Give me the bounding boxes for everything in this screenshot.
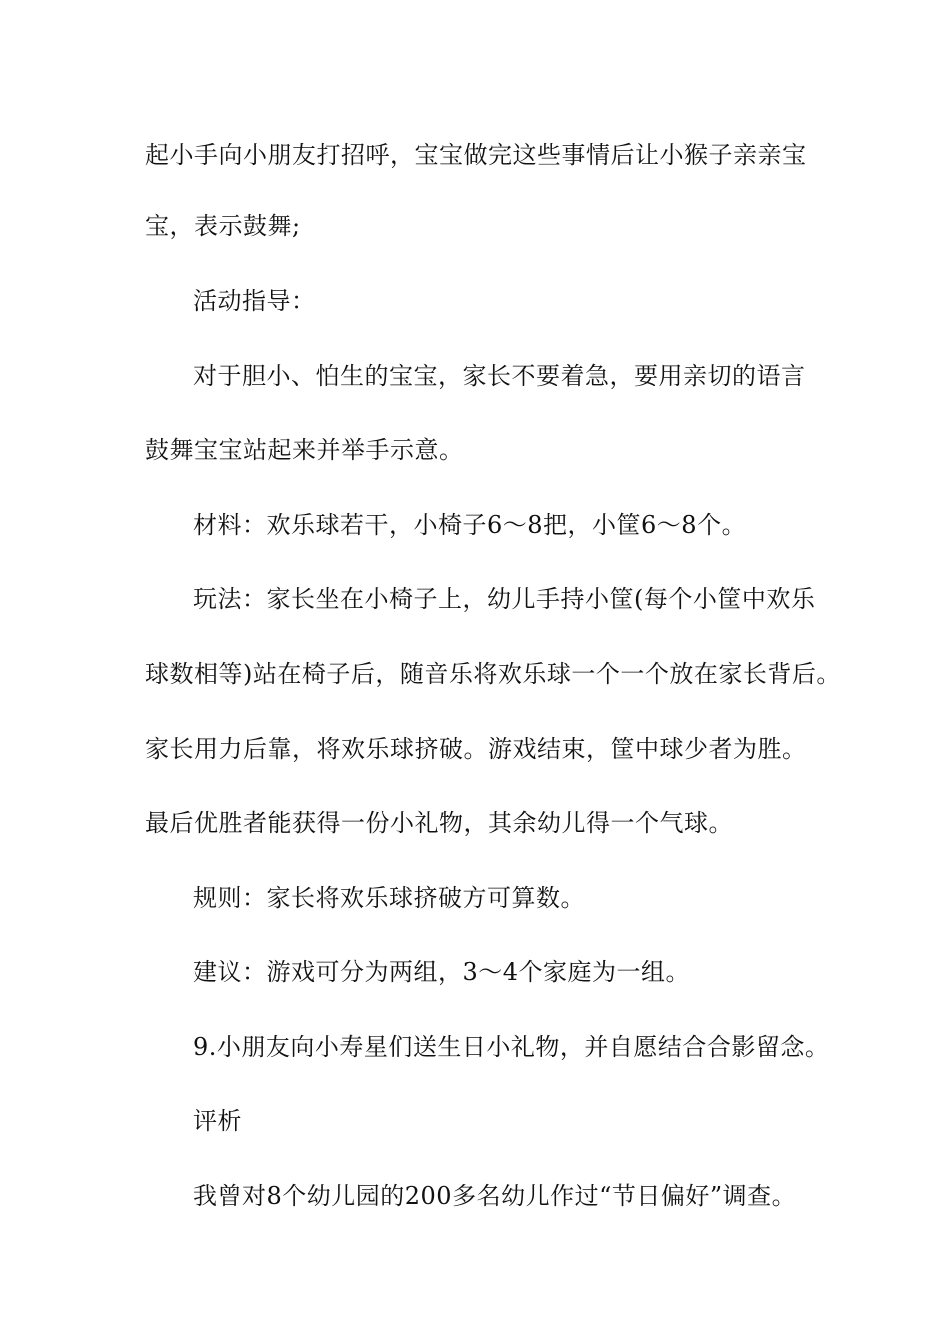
text-line-8: 球数相等)站在椅子后，随音乐将欢乐球一个一个放在家长背后。 xyxy=(145,660,841,688)
text-line-9: 家长用力后靠，将欢乐球挤破。游戏结束，筐中球少者为胜。 xyxy=(145,735,807,763)
text-line-1: 起小手向小朋友打招呼，宝宝做完这些事情后让小猴子亲亲宝 xyxy=(145,141,807,169)
text-line-rules: 规则：家长将欢乐球挤破方可算数。 xyxy=(193,884,585,912)
text-line-10: 最后优胜者能获得一份小礼物，其余幼儿得一个气球。 xyxy=(145,809,733,837)
text-line-4: 对于胆小、怕生的宝宝，家长不要着急，要用亲切的语言 xyxy=(193,362,806,390)
text-line-suggestion: 建议：游戏可分为两组，3～4个家庭为一组。 xyxy=(193,958,691,986)
text-line-5: 鼓舞宝宝站起来并举手示意。 xyxy=(145,436,464,464)
text-line-gameplay: 玩法：家长坐在小椅子上，幼儿手持小筐(每个小筐中欢乐 xyxy=(193,585,816,613)
text-line-2: 宝，表示鼓舞; xyxy=(145,212,301,240)
text-line-materials: 材料：欢乐球若干，小椅子6～8把，小筐6～8个。 xyxy=(193,511,747,539)
text-line-survey: 我曾对8个幼儿园的200多名幼儿作过“节日偏好”调查。 xyxy=(193,1182,797,1210)
section-heading-activity-guide: 活动指导： xyxy=(193,287,316,315)
text-line-item-9: 9.小朋友向小寿星们送生日小礼物，并自愿结合合影留念。 xyxy=(193,1033,830,1061)
section-heading-analysis: 评析 xyxy=(193,1107,242,1135)
